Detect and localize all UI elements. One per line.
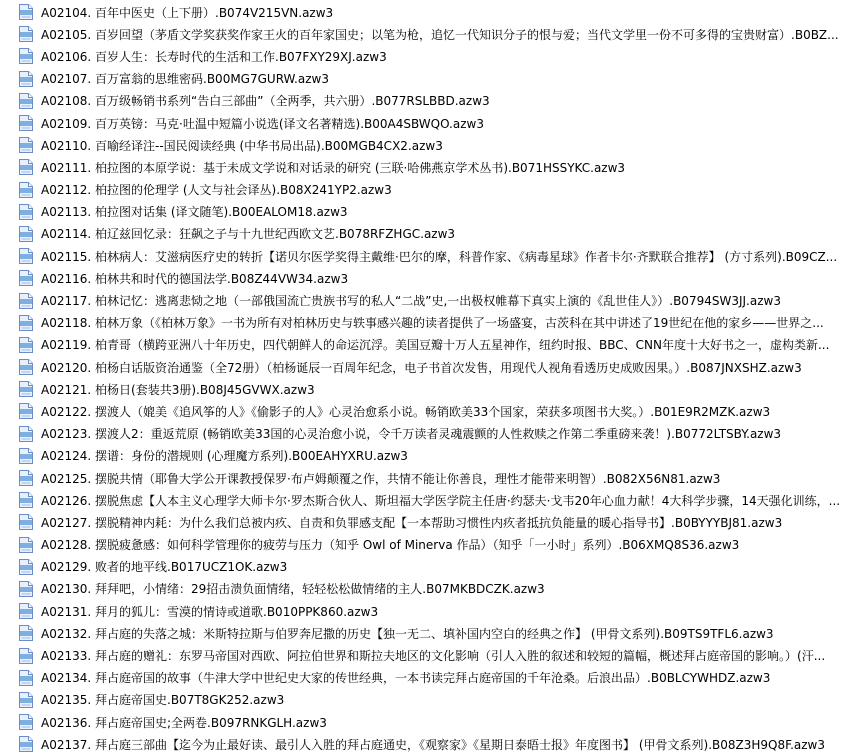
azw-file-icon: [19, 26, 33, 42]
azw-file-icon: [19, 670, 33, 686]
file-name: A02112. 柏拉图的伦理学 (人文与社会译丛).B08X241YP2.azw3: [41, 183, 392, 198]
azw-file-icon: [19, 337, 33, 353]
file-row[interactable]: [0, 600, 846, 622]
file-name: A02109. 百万英镑：马克·吐温中短篇小说选(译文名著精选).B00A4SBWQO.azw3: [41, 116, 484, 131]
file-name: A02123. 摆渡人2：重返荒原 (畅销欧美33国的心灵治愈小说，令千万读者灵魂震颤的人性救赎之作第二季重磅来袭！).B0772LTSBY.azw3: [41, 427, 782, 442]
azw-file-icon: [19, 182, 33, 198]
file-row[interactable]: [0, 312, 846, 334]
file-row[interactable]: [0, 156, 846, 178]
azw-file-icon: [19, 470, 33, 486]
file-name: A02126. 摆脱焦虑【人本主义心理学大师卡尔·罗杰斯合伙人、斯坦福大学医学院主任唐·约瑟夫·戈韦20年心血力献！4大科学步骤，14天强化训练，...: [41, 493, 841, 508]
file-row[interactable]: [0, 378, 846, 400]
file-name: A02136. 拜占庭帝国史;全两卷.B097RNKGLH.azw3: [41, 715, 327, 730]
file-name: A02129. 败者的地平线.B017UCZ1OK.azw3: [41, 560, 288, 575]
file-row[interactable]: [0, 556, 846, 578]
azw-file-icon: [19, 426, 33, 442]
file-row[interactable]: [0, 68, 846, 90]
file-row[interactable]: [0, 45, 846, 67]
file-row[interactable]: [0, 534, 846, 556]
azw-file-icon: [19, 293, 33, 309]
file-row[interactable]: [0, 400, 846, 422]
azw-file-icon: [19, 403, 33, 419]
azw-file-icon: [19, 736, 33, 752]
file-name: A02120. 柏杨白话版资治通鉴（全72册）（柏杨诞辰一百周年纪念，电子书首次发售，用现代人视角看透历史成败因果。）.B087JNXSHZ.azw3: [41, 360, 802, 375]
file-row[interactable]: [0, 267, 846, 289]
file-row[interactable]: [0, 711, 846, 733]
file-name: A02111. 柏拉图的本原学说：基于未成文学说和对话录的研究 (三联·哈佛燕京学术丛书).B071HSSYKC.azw3: [41, 160, 626, 175]
file-name: A02115. 柏林病人：艾滋病医疗史的转折【诺贝尔医学奖得主戴维·巴尔的摩，科普作家、《病毒星球》作者卡尔·齐默联合推荐】 (方寸系列).B09CZ...: [41, 249, 838, 264]
azw-file-icon: [19, 514, 33, 530]
azw-file-icon: [19, 226, 33, 242]
file-row[interactable]: [0, 245, 846, 267]
file-name: A02128. 摆脱疲惫感：如何科学管理你的疲劳与压力（知乎 Owl of Minerva 作品）（知乎「一小时」系列）.B06XMQ8S36.azw3: [41, 538, 740, 553]
file-row[interactable]: [0, 201, 846, 223]
azw-file-icon: [19, 603, 33, 619]
file-row[interactable]: [0, 467, 846, 489]
file-row[interactable]: [0, 289, 846, 311]
file-row[interactable]: [0, 134, 846, 156]
azw-file-icon: [19, 115, 33, 131]
file-name: A02125. 摆脱共情（耶鲁大学公开课教授保罗·布卢姆颠覆之作，共情不能让你善良，理性才能带来明智）.B082X56N81.azw3: [41, 471, 721, 486]
azw-file-icon: [19, 359, 33, 375]
azw-file-icon: [19, 692, 33, 708]
file-name: A02106. 百岁人生：长寿时代的生活和工作.B07FXY29XJ.azw3: [41, 49, 387, 64]
file-name: A02127. 摆脱精神内耗：为什么我们总被内疚、自责和负罪感支配【一本帮助习惯性内疚者抵抗负能量的暖心指导书】.B0BYYYBJ81.azw3: [41, 515, 783, 530]
file-row[interactable]: [0, 689, 846, 711]
azw-file-icon: [19, 204, 33, 220]
file-row[interactable]: [0, 179, 846, 201]
file-name: A02114. 柏辽兹回忆录：狂飙之子与十九世纪西欧文艺.B078RFZHGC.azw3: [41, 227, 456, 242]
file-row[interactable]: [0, 445, 846, 467]
file-name: A02119. 柏青哥（横跨亚洲八十年历史，四代朝鲜人的命运沉浮。美国豆瓣十万人五星神作，纽约时报、BBC、CNN年度十大好书之一，虚构类新...: [41, 338, 830, 353]
file-row[interactable]: [0, 667, 846, 689]
file-name: A02104. 百年中医史（上下册）.B074V215VN.azw3: [41, 5, 334, 20]
file-name: A02110. 百喻经译注--国民阅读经典 (中华书局出品).B00MGB4CX2.azw3: [41, 138, 443, 153]
azw-file-icon: [19, 315, 33, 331]
file-name: A02122. 摆渡人（媲美《追风筝的人》《偷影子的人》心灵治愈系小说。畅销欧美33个国家，荣获多项图书大奖。）.B01E9R2MZK.azw3: [41, 404, 771, 419]
azw-file-icon: [19, 71, 33, 87]
file-name: A02118. 柏林万象（《柏林万象》一书为所有对柏林历史与轶事感兴趣的读者提供了一场盛宴，古茨科在其中讲述了19世纪在他的家乡——世界之...: [41, 316, 824, 331]
file-row[interactable]: [0, 90, 846, 112]
azw-file-icon: [19, 448, 33, 464]
file-name: A02116. 柏林共和时代的德国法学.B08Z44VW34.azw3: [41, 271, 349, 286]
azw-file-icon: [19, 714, 33, 730]
azw-file-icon: [19, 537, 33, 553]
file-row[interactable]: [0, 644, 846, 666]
azw-file-icon: [19, 559, 33, 575]
azw-file-icon: [19, 270, 33, 286]
file-row[interactable]: [0, 489, 846, 511]
file-name: A02134. 拜占庭帝国的故事（牛津大学中世纪史大家的传世经典，一本书读完拜占庭帝国的千年沧桑。后浪出品）.B0BLCYWHDZ.azw3: [41, 671, 771, 686]
azw-file-icon: [19, 48, 33, 64]
azw-file-icon: [19, 159, 33, 175]
file-name: A02135. 拜占庭帝国史.B07T8GK252.azw3: [41, 693, 285, 708]
file-name: A02108. 百万级畅销书系列“告白三部曲”（全两季，共六册）.B077RSLBBD.azw3: [41, 94, 490, 109]
file-row[interactable]: [0, 112, 846, 134]
file-name: A02132. 拜占庭的失落之城：米斯特拉斯与伯罗奔尼撒的历史【独一无二、填补国内空白的经典之作】 (甲骨文系列).B09TS9TFL6.azw3: [41, 626, 774, 641]
file-row[interactable]: [0, 622, 846, 644]
file-row[interactable]: [0, 23, 846, 45]
file-name: A02124. 摆谱：身份的潜规则 (心理魔方系列).B00EAHYXRU.azw3: [41, 449, 408, 464]
azw-file-icon: [19, 492, 33, 508]
file-row[interactable]: [0, 511, 846, 533]
azw-file-icon: [19, 137, 33, 153]
file-name: A02137. 拜占庭三部曲【迄今为止最好读、最引人入胜的拜占庭通史，《观察家》《星期日泰晤士报》年度图书】 (甲骨文系列).B08Z3H9Q8F.azw3: [41, 737, 825, 752]
file-name: A02113. 柏拉图对话集 (译文随笔).B00EALOM18.azw3: [41, 205, 348, 220]
file-name: A02130. 拜拜吧，小情绪：29招击溃负面情绪，轻轻松松做情绪的主人.B07MKBDCZK.azw3: [41, 582, 545, 597]
file-name: A02133. 拜占庭的赠礼：东罗马帝国对西欧、阿拉伯世界和斯拉夫地区的文化影响（引人入胜的叙述和较短的篇幅，概述拜占庭帝国的影响。）(汗...: [41, 649, 826, 664]
azw-file-icon: [19, 248, 33, 264]
azw-file-icon: [19, 625, 33, 641]
azw-file-icon: [19, 93, 33, 109]
file-name: A02121. 柏杨日(套装共3册).B08J45GVWX.azw3: [41, 382, 315, 397]
file-row[interactable]: [0, 334, 846, 356]
file-row[interactable]: [0, 733, 846, 755]
file-name: A02117. 柏林记忆：逃离悲恸之地（一部俄国流亡贵族书写的私人“二战”史,一出极权帷幕下真实上演的《乱世佳人》）.B0794SW3JJ.azw3: [41, 294, 781, 309]
file-row[interactable]: [0, 578, 846, 600]
file-name: A02131. 拜月的狐儿：雪漠的情诗或道歌.B010PPK860.azw3: [41, 604, 379, 619]
azw-file-icon: [19, 381, 33, 397]
azw-file-icon: [19, 4, 33, 20]
file-name: A02107. 百万富翁的思维密码.B00MG7GURW.azw3: [41, 72, 329, 87]
file-row[interactable]: [0, 223, 846, 245]
file-row[interactable]: [0, 356, 846, 378]
azw-file-icon: [19, 648, 33, 664]
azw-file-icon: [19, 581, 33, 597]
file-row[interactable]: [0, 1, 846, 23]
file-name: A02105. 百岁回望（茅盾文学奖获奖作家王火的百年家国史；以笔为枪，追忆一代知识分子的恨与爱；当代文学里一份不可多得的宝贵财富）.B0BZ...: [41, 27, 839, 42]
file-row[interactable]: [0, 423, 846, 445]
